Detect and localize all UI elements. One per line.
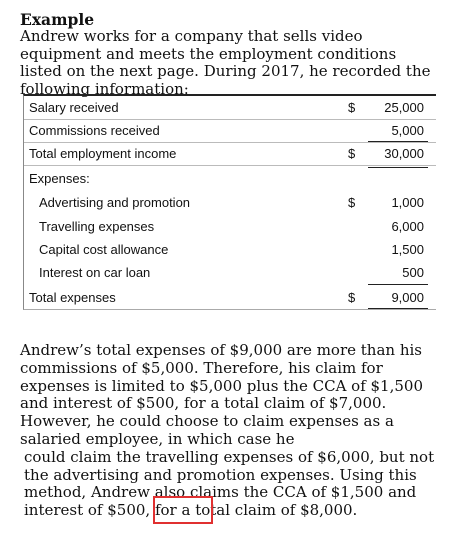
row-label: Commissions received [29, 123, 160, 138]
subtotal-underline [368, 141, 428, 142]
row-amount: 30,000 [384, 146, 424, 161]
table-row [24, 143, 436, 165]
row-currency: $ [348, 100, 356, 115]
row-label: Expenses: [29, 171, 90, 186]
row-amount: 500 [402, 265, 424, 280]
row-amount: 5,000 [391, 123, 424, 138]
table-row [24, 239, 436, 261]
intro-paragraph: Andrew works for a company that sells video equipment and meets the employment conditions listed on the next page. During 2017, he recorded the following information: [20, 27, 431, 98]
example-heading: Example [20, 10, 95, 29]
row-label: Advertising and promotion [39, 195, 191, 210]
total-underline [368, 308, 428, 309]
row-amount: 9,000 [391, 290, 424, 305]
row-currency: $ [348, 290, 356, 305]
explanation-paragraph: Andrew’s total expenses of $9,000 are more than his commissions of $5,000. Therefore, his claim for expenses is limited to $5,000 plus the CCA of $1,500 and interest of $500, for a total claim of $7,000. However, he could choose to claim expenses as a salaried employee, in which case he [20, 341, 424, 448]
row-amount: 1,000 [391, 195, 424, 210]
table-row [24, 216, 436, 238]
row-label: Interest on car loan [39, 265, 151, 280]
row-label: Travelling expenses [39, 219, 155, 234]
row-currency: $ [348, 146, 356, 161]
table-row [24, 287, 436, 309]
table-row [24, 97, 436, 119]
highlight-box [153, 496, 213, 524]
row-amount: 1,500 [391, 242, 424, 257]
row-divider [24, 165, 436, 166]
row-label: Capital cost allowance [39, 242, 169, 257]
table-row [24, 192, 436, 214]
conclusion-paragraph: could claim the travelling expenses of $6,000, but not the advertising and promotion expenses. Using this method, Andrew also claims the CCA of $1,500 and interest of $500, for a total claim of $8,000. [24, 448, 435, 519]
row-amount: 25,000 [384, 100, 424, 115]
row-amount: 6,000 [391, 219, 424, 234]
table-row [24, 262, 436, 284]
subtotal-underline [368, 284, 428, 285]
table-row [24, 120, 436, 142]
income-table [23, 94, 436, 310]
table-row [24, 168, 436, 190]
row-label: Salary received [29, 100, 119, 115]
row-label: Total expenses [29, 290, 116, 305]
row-currency: $ [348, 195, 356, 210]
row-label: Total employment income [29, 146, 177, 161]
